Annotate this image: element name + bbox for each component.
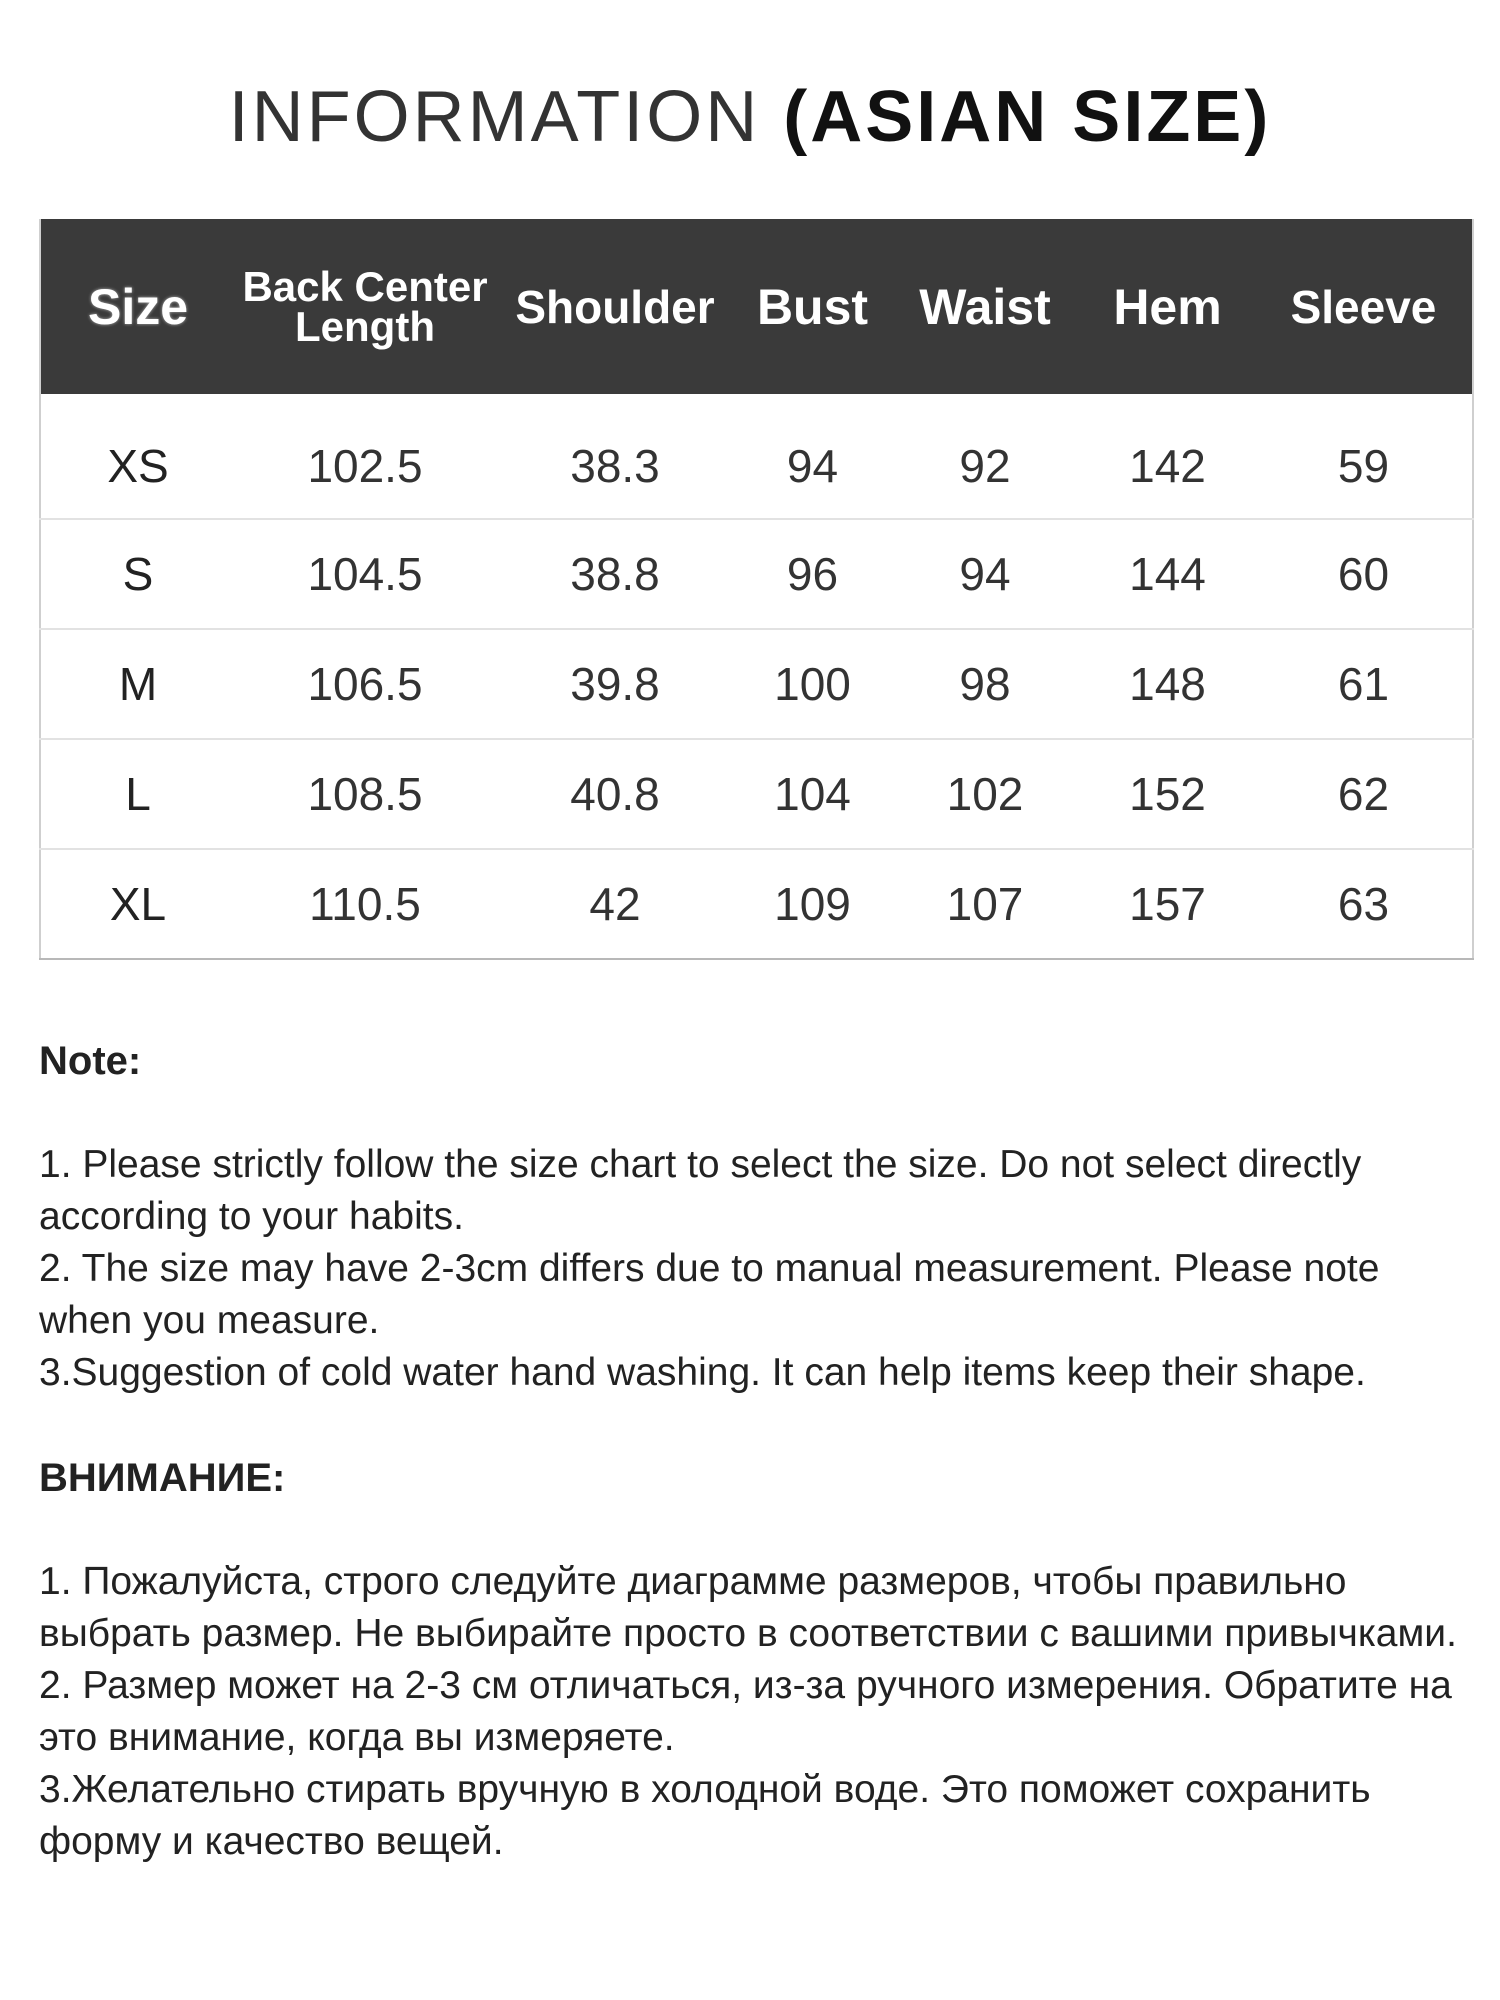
note-english-section — [39, 1035, 1479, 1399]
cell-size: XS — [107, 440, 169, 492]
note-item: 3.Suggestion of cold water hand washing. It can help items keep their shape. — [39, 1351, 1366, 1394]
table-row — [40, 394, 1473, 519]
column-header-shoulder: Shoulder — [495, 219, 735, 394]
cell-sleeve: 61 — [1255, 629, 1473, 739]
note-item-ru: 2. Размер может на 2-3 см отличаться, из-за ручного измерения. Обратите на это внимание, когда вы измеряете. — [39, 1664, 1452, 1759]
cell-waist: 102 — [890, 739, 1080, 849]
cell-waist: 107 — [890, 849, 1080, 959]
cell-shoulder: 39.8 — [495, 629, 735, 739]
note-heading: Note: — [39, 1039, 142, 1083]
cell-hem: 144 — [1080, 519, 1255, 629]
page-title-main: INFORMATION — [228, 77, 784, 157]
column-header-size: Size — [40, 219, 235, 394]
cell-waist: 92 — [959, 440, 1011, 492]
table-row — [40, 629, 1473, 739]
note-item: 2. The size may have 2-3cm differs due to manual measurement. Please note when you measure. — [39, 1247, 1380, 1342]
cell-waist: 94 — [890, 519, 1080, 629]
cell-waist: 98 — [890, 629, 1080, 739]
cell-back-center-length: 110.5 — [235, 849, 495, 959]
cell-sleeve: 62 — [1255, 739, 1473, 849]
size-chart-table — [39, 219, 1474, 960]
column-header-hem: Hem — [1080, 219, 1255, 394]
cell-back-center-length: 102.5 — [307, 440, 423, 492]
table-row — [40, 849, 1473, 959]
cell-back-center-length: 104.5 — [235, 519, 495, 629]
table-row — [40, 739, 1473, 849]
cell-back-center-length: 108.5 — [235, 739, 495, 849]
note-heading-ru: ВНИМАНИЕ: — [39, 1456, 286, 1500]
note-russian-section — [39, 1452, 1479, 1868]
note-list-ru — [39, 1556, 1479, 1868]
page-title — [0, 72, 1500, 162]
column-header-back-center-length-line1: Back Center — [242, 262, 488, 310]
note-item-ru: 1. Пожалуйста, строго следуйте диаграмме размеров, чтобы правильно выбрать размер. Не выбирайте просто в соответствии с вашими привычками. — [39, 1560, 1457, 1655]
cell-bust: 100 — [735, 629, 890, 739]
cell-shoulder: 38.3 — [570, 440, 660, 492]
cell-sleeve: 60 — [1255, 519, 1473, 629]
table-row — [40, 519, 1473, 629]
cell-hem: 152 — [1080, 739, 1255, 849]
cell-shoulder: 38.8 — [495, 519, 735, 629]
column-header-back-center-length — [235, 219, 495, 394]
table-header-row — [40, 219, 1473, 394]
note-item: 1. Please strictly follow the size chart to select the size. Do not select directly according to your habits. — [39, 1143, 1362, 1238]
cell-sleeve: 63 — [1255, 849, 1473, 959]
cell-hem: 157 — [1080, 849, 1255, 959]
page-title-qualifier: (ASIAN SIZE) — [783, 77, 1272, 157]
column-header-bust: Bust — [735, 219, 890, 394]
cell-hem: 148 — [1080, 629, 1255, 739]
cell-back-center-length: 106.5 — [235, 629, 495, 739]
cell-size: XL — [40, 849, 235, 959]
column-header-waist: Waist — [890, 219, 1080, 394]
cell-bust: 104 — [735, 739, 890, 849]
cell-shoulder: 40.8 — [495, 739, 735, 849]
column-header-back-center-length-line2: Length — [295, 302, 435, 350]
cell-size: S — [40, 519, 235, 629]
cell-bust: 109 — [735, 849, 890, 959]
note-list — [39, 1139, 1479, 1399]
cell-sleeve: 59 — [1337, 440, 1390, 492]
cell-bust: 96 — [735, 519, 890, 629]
cell-size: M — [40, 629, 235, 739]
cell-shoulder: 42 — [495, 849, 735, 959]
cell-hem: 142 — [1129, 440, 1206, 492]
cell-bust: 94 — [786, 440, 839, 492]
column-header-sleeve: Sleeve — [1255, 219, 1473, 394]
note-item-ru: 3.Желательно стирать вручную в холодной воде. Это поможет сохранить форму и качество вещей. — [39, 1768, 1371, 1863]
cell-size: L — [40, 739, 235, 849]
